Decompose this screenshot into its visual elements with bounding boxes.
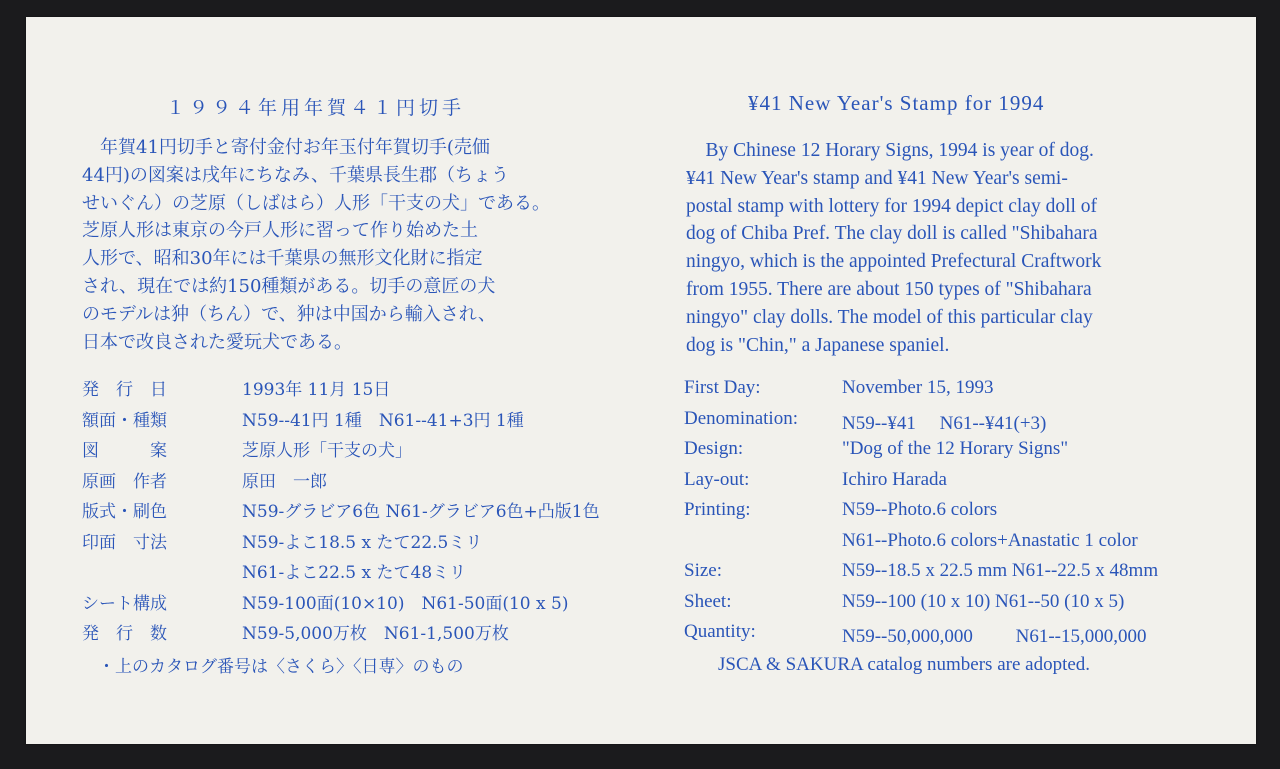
jp-title: １９９４年用年賀４１円切手 [166,97,466,119]
en-detail-value: N59--Photo.6 colors [842,499,998,520]
en-detail-value: N59--18.5 x 22.5 mm N61--22.5 x 48mm [842,560,1159,581]
jp-description [82,134,550,356]
stamp-info-card [26,17,1256,744]
en-detail-value: Ichiro Harada [842,468,947,490]
en-detail-value: N59--¥41 N61--¥41(+3) [842,412,1047,434]
en-detail-label: Denomination: [684,407,798,429]
en-description-line: postal stamp with lottery for 1994 depict clay doll of [686,195,1098,217]
jp-detail-value: N59-よこ18.5 x たて22.5ミリ [242,532,483,553]
jp-description-line: 年賀41円切手と寄付金付お年玉付年賀切手(売価 [82,137,490,158]
jp-detail-value: 原田 一郎 [242,471,327,492]
en-detail-label: First Day: [684,377,761,398]
en-description-line: ningyo" clay dolls. The model of this particular clay [686,306,1093,328]
en-detail-label: Size: [684,560,722,581]
en-detail-value: November 15, 1993 [842,377,994,398]
en-detail-label: Printing: [684,499,751,520]
en-description-line: dog is "Chin," a Japanese spaniel. [686,334,950,356]
jp-description-line: せいぐん）の芝原（しばはら）人形「干支の犬」である。 [82,192,550,214]
en-detail-value: "Dog of the 12 Horary Signs" [842,438,1069,459]
jp-detail-value: 芝原人形「干支の犬」 [242,441,412,461]
en-description-line: dog of Chiba Pref. The clay doll is called "Shibahara [686,223,1098,245]
jp-detail-value: 1993年 11月 15日 [242,380,391,400]
jp-footnote: ・上のカタログ番号は〈さくら〉〈日専〉のもの [98,657,464,677]
jp-description-line: 芝原人形は東京の今戸人形に習って作り始めた土 [82,220,478,242]
en-detail-value: N59--50,000,000 N61--15,000,000 [842,626,1147,647]
jp-detail-label: 印面 寸法 [82,532,167,553]
jp-detail-value: N59-5,000万枚 N61-1,500万枚 [242,624,509,644]
en-detail-label: Design: [684,438,744,459]
en-detail-value: N61--Photo.6 colors+Anastatic 1 color [842,529,1138,551]
en-detail-label: Lay-out: [684,468,750,490]
en-footnote: JSCA & SAKURA catalog numbers are adopted. [718,654,1091,675]
jp-detail-label: 額面・種類 [82,410,167,431]
en-description-line: ningyo, which is the appointed Prefectural Craftwork [686,251,1102,273]
jp-description-line: 日本で改良された愛玩犬である。 [82,331,352,353]
en-title: ¥41 New Year's Stamp for 1994 [748,91,1045,115]
jp-detail-value: N59--41円 1種 N61--41+3円 1種 [242,410,524,431]
en-description-line: from 1955. There are about 150 types of "Shibahara [686,278,1092,300]
jp-description-line: のモデルは狆（ちん）で、狆は中国から輸入され、 [82,303,496,325]
en-description [686,137,1101,359]
en-detail-value: N59--100 (10 x 10) N61--50 (10 x 5) [842,590,1125,612]
jp-detail-value: N61-よこ22.5 x たて48ミリ [242,563,467,583]
jp-detail-label: 発 行 日 [82,380,167,400]
jp-description-line: され、現在では約150種類がある。切手の意匠の犬 [82,275,496,297]
jp-detail-label: シート構成 [82,593,167,614]
en-detail-label: Sheet: [684,590,732,612]
jp-detail-value: N59-グラビア6色 N61-グラビア6色+凸版1色 [242,502,600,522]
jp-description-line: 44円)の図案は戌年にちなみ、千葉県長生郡（ちょう [82,164,510,186]
en-description-line: ¥41 New Year's stamp and ¥41 New Year's semi- [686,167,1068,189]
jp-detail-label: 発 行 数 [82,624,167,644]
en-detail-label: Quantity: [684,621,756,642]
jp-detail-value: N59-100面(10×10) N61-50面(10 x 5) [242,593,569,614]
jp-detail-label: 原画 作者 [82,471,167,492]
en-description-line: By Chinese 12 Horary Signs, 1994 is year of dog. [686,140,1094,161]
jp-description-line: 人形で、昭和30年には千葉県の無形文化財に指定 [82,248,483,270]
jp-detail-label: 図 案 [82,441,167,461]
jp-detail-label: 版式・刷色 [82,502,167,522]
